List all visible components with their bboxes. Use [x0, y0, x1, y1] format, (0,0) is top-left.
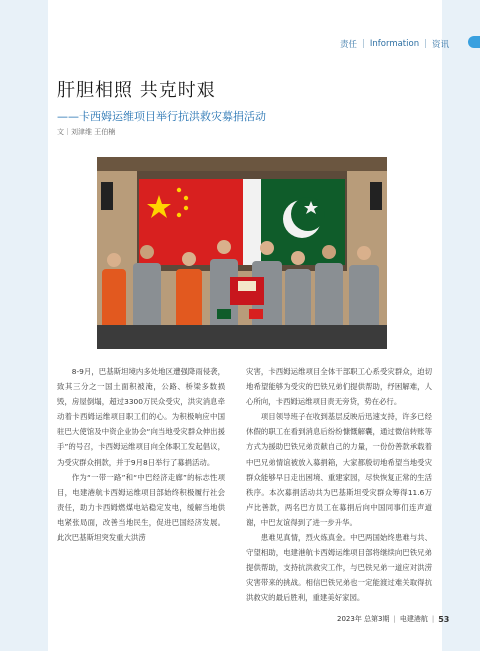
- paragraph: 8-9月，巴基斯坦境内多处地区遭强降雨侵袭，致其三分之一国土面积被淹，公路、桥梁多数损毁，房屋倒塌，超过3300万民众受灾，洪灾消息牵动着卡西姆运维项目职工们的心。为积极响应中国驻巴大使馆及中资企业协会“向当地受灾群众伸出援手”的号召，卡西姆运维项目向全体职工发起倡议，为受灾群众捐款，并于9月8日举行了募捐活动。: [57, 367, 225, 467]
- left-decorative-band: [0, 0, 48, 651]
- issue-label: 2023年 总第3期: [337, 615, 390, 623]
- paragraph: 患难见真情，烈火炼真金。中巴两国始终患难与共、守望相助，电建港航卡西姆运维项目部将继续向巴铁兄弟提供帮助，支持抗洪救灾工作，与巴铁兄弟一道应对洪涝灾害带来的挑战。相信巴铁兄弟也一定能渡过难关取得抗洪救灾的最后胜利，重建美好家园。: [246, 533, 432, 603]
- section-label-en: Information: [369, 39, 420, 49]
- article-column-left: [57, 364, 225, 545]
- paragraph: 灾害，卡西姆运维项目全体干部职工心系受灾群众，迫切地希望能够为受灾的巴铁兄弟们提供帮助，纾困解难，人心所向，卡西姆运维项目责无旁贷，势在必行。: [246, 367, 432, 407]
- section-label-cn2: 资讯: [431, 40, 449, 50]
- section-label-cn: 责任: [340, 40, 358, 50]
- article-byline: 文｜刘津维 王伯楠: [57, 128, 116, 136]
- footer-divider: |: [393, 615, 396, 623]
- paragraph: 项目领导班子在收到基层反映后迅速支持，许多已经休假的职工在看到消息后纷纷慷慨解囊，通过微信转账等方式为援助巴铁兄弟贡献自己的力量，一份份善款承载着中巴兄弟情谊被放入募捐箱，大家都殷切地希望当地受灾群众能够早日走出困境、重建家园，尽快恢复正常的生活秩序。本次募捐活动共为巴基斯坦受灾群众筹得11.6万卢比善款，两名巴方员工在募捐后向中国同事们连声道谢，中巴友谊得到了进一步升华。: [246, 412, 432, 527]
- footer-divider: |: [431, 615, 435, 623]
- article-title: 肝胆相照 共克时艰: [57, 80, 216, 101]
- section-tab-marker: [468, 36, 480, 48]
- header-divider: |: [424, 39, 427, 49]
- article-column-right: [246, 364, 432, 606]
- article-subtitle: ——卡西姆运维项目举行抗洪救灾募捐活动: [57, 110, 266, 123]
- page-footer: [337, 614, 449, 624]
- page-number: 53: [438, 614, 450, 624]
- section-header: [340, 38, 449, 50]
- paragraph: 作为“一带一路”和“中巴经济走廊”的标志性项目，电建港航卡西姆运维项目部始终积极履行社会责任，助力卡西姆燃煤电站稳定发电，缓解当地供电紧张局面，改善当地民生，促进巴国经济发展。此次巴基斯坦突发重大洪涝: [57, 472, 225, 543]
- article-photo: [97, 157, 387, 349]
- group-photo-illustration: [97, 157, 387, 349]
- right-decorative-band: [442, 0, 480, 651]
- journal-name: 电建港航: [399, 615, 428, 623]
- header-divider: |: [362, 39, 365, 49]
